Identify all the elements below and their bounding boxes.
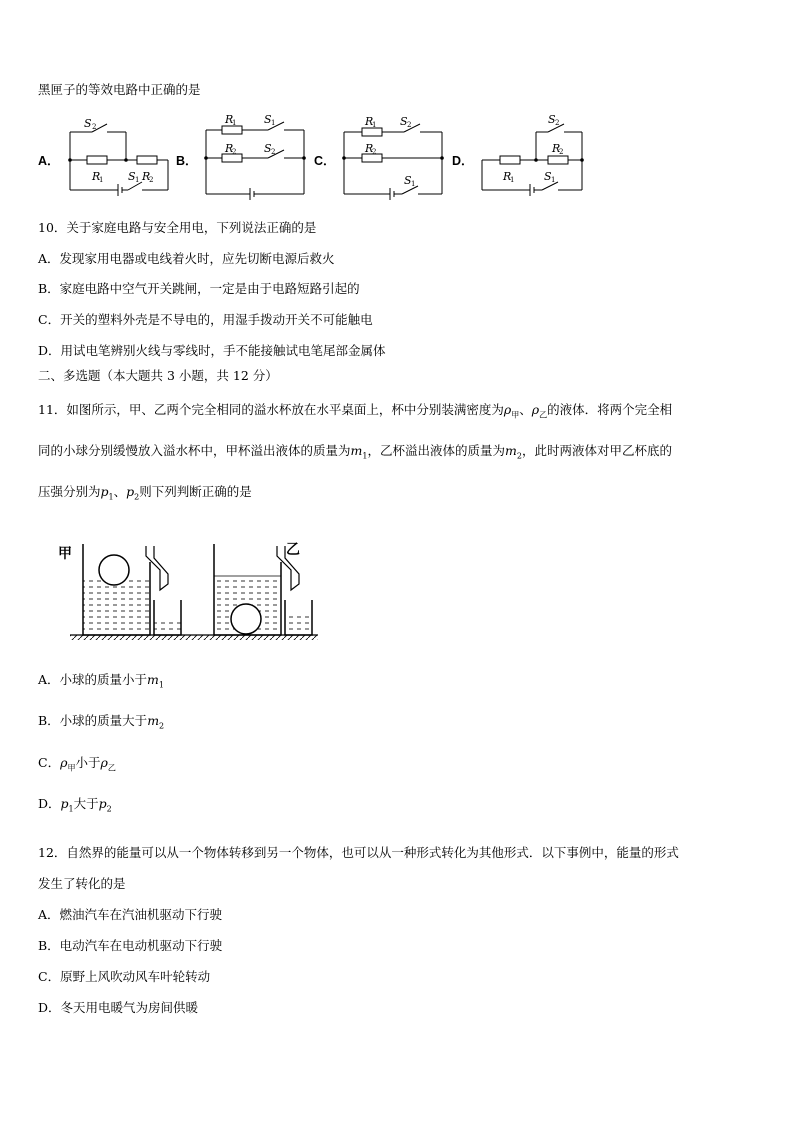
q9-stem-tail: 黑匣子的等效电路中正确的是 — [38, 82, 201, 97]
q12-option-d: D．冬天用电暖气为房间供暖 — [38, 1000, 199, 1015]
q11-option-d: D．$p_1$大于$p_2$ — [38, 796, 112, 814]
svg-text:1: 1 — [99, 176, 104, 184]
svg-text:2: 2 — [559, 148, 564, 156]
q12-option-b: B．电动汽车在电动机驱动下行驶 — [38, 938, 223, 953]
circuit-c-r1-symbol: R — [365, 115, 374, 128]
svg-text:1: 1 — [372, 121, 377, 129]
circuit-c-diagram — [338, 110, 450, 200]
q10-option-b: B．家庭电路中空气开关跳闸，一定是由于电路短路引起的 — [38, 281, 360, 296]
q9-option-d-label: D． — [452, 154, 474, 168]
q11-stem-line1: 11．如图所示，甲、乙两个完全相同的溢水杯放在水平桌面上，杯中分别装满密度为$\rho_甲$、$\rho_乙$的液体．将两个完全相 — [38, 402, 673, 420]
q11-stem-line3: 压强分别为$p_1$、$p_2$则下列判断正确的是 — [38, 484, 252, 502]
circuit-a-r1-symbol: R — [92, 170, 101, 183]
svg-text:2: 2 — [232, 148, 237, 156]
svg-text:1: 1 — [135, 176, 140, 184]
q11-stem-line2: 同的小球分别缓慢放入溢水杯中，甲杯溢出液体的质量为$m_1$，乙杯溢出液体的质量为$m_2$，此时两液体对甲乙杯底的 — [38, 443, 672, 461]
svg-text:1: 1 — [551, 176, 556, 184]
circuit-a-r2-symbol: R — [142, 170, 151, 183]
circuit-b-s2-symbol: S — [264, 142, 272, 155]
figure-label-yi: 乙 — [286, 542, 300, 558]
circuit-d-s1-symbol: S — [544, 170, 552, 183]
q12-stem-line1: 12．自然界的能量可以从一个物体转移到另一个物体，也可以从一种形式转化为其他形式．以下事例中，能量的形式 — [38, 845, 679, 860]
svg-text:1: 1 — [232, 119, 237, 127]
circuit-b-s1-symbol: S — [264, 113, 272, 126]
svg-text:2: 2 — [407, 121, 412, 129]
q11-option-c: C．$\rho_甲$小于$\rho_乙$ — [38, 755, 116, 773]
svg-text:2: 2 — [149, 176, 154, 184]
q9-option-a-label: A． — [38, 154, 60, 168]
svg-text:2: 2 — [372, 148, 377, 156]
q11-option-a: A．小球的质量小于$m_1$ — [38, 672, 164, 690]
q10-stem: 10．关于家庭电路与安全用电，下列说法正确的是 — [38, 220, 317, 235]
q10-option-a: A．发现家用电器或电线着火时，应先切断电源后救火 — [38, 251, 335, 266]
q12-option-a: A．燃油汽车在汽油机驱动下行驶 — [38, 907, 223, 922]
circuit-b-r1-symbol: R — [225, 113, 234, 126]
circuit-a-s1-symbol: S — [128, 170, 136, 183]
circuit-a-s2-symbol: S — [84, 117, 92, 130]
svg-text:2: 2 — [92, 123, 97, 131]
q12-option-c: C．原野上风吹动风车叶轮转动 — [38, 969, 211, 984]
q11-option-b: B．小球的质量大于$m_2$ — [38, 713, 165, 731]
circuit-c-s2-symbol: S — [400, 115, 408, 128]
q9-option-b-label: B． — [176, 154, 198, 168]
svg-text:2: 2 — [271, 148, 276, 156]
q11-overflow-cups-figure — [56, 536, 322, 646]
circuit-d-s2-symbol: S — [548, 113, 556, 126]
circuit-d-r1-symbol: R — [503, 170, 512, 183]
svg-text:1: 1 — [271, 119, 276, 127]
circuit-b-diagram — [200, 110, 312, 200]
q10-option-d: D．用试电笔辨别火线与零线时，手不能接触试电笔尾部金属体 — [38, 343, 386, 358]
circuit-d-diagram — [476, 110, 588, 200]
section-heading-multiple-choice: 二、多选题（本大题共 3 小题，共 12 分） — [38, 368, 278, 383]
svg-text:2: 2 — [555, 119, 560, 127]
circuit-c-r2-symbol: R — [365, 142, 374, 155]
q12-stem-line2: 发生了转化的是 — [38, 876, 126, 891]
q10-option-c: C．开关的塑料外壳是不导电的，用湿手拨动开关不可能触电 — [38, 312, 373, 327]
circuit-d-r2-symbol: R — [552, 142, 561, 155]
figure-label-jia: 甲 — [58, 546, 72, 562]
circuit-c-s1-symbol: S — [404, 174, 412, 187]
svg-text:1: 1 — [510, 176, 515, 184]
circuit-a-diagram — [62, 110, 174, 200]
q9-option-c-label: C． — [314, 154, 336, 168]
circuit-b-r2-symbol: R — [225, 142, 234, 155]
svg-text:1: 1 — [411, 180, 416, 188]
